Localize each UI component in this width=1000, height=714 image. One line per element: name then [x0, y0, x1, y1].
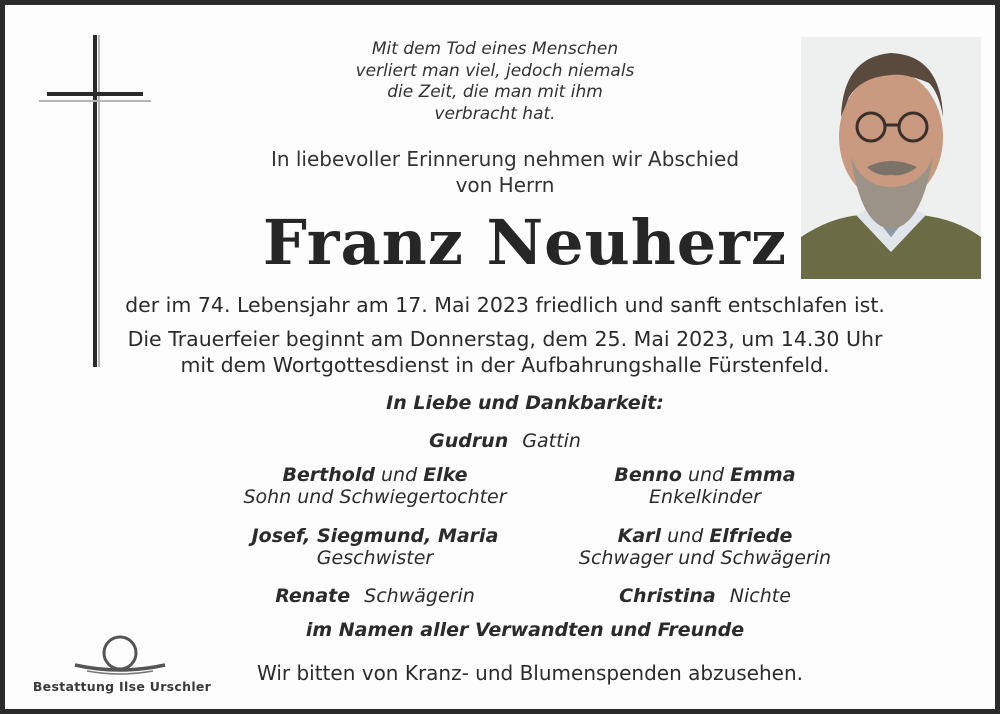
donation-request: Wir bitten von Kranz- und Blumenspenden abzusehen.: [256, 661, 803, 685]
closing-line: im Namen aller Verwandten und Freunde: [305, 619, 745, 641]
death-details: [55, 292, 955, 378]
funeral-line: mit dem Wortgottesdienst in der Aufbahrungshalle Fürstenfeld.: [180, 353, 830, 377]
mourner-name: Josef, Siegmund, Maria: [251, 525, 499, 547]
mourner-name: Berthold: [282, 464, 375, 486]
quote-line: Mit dem Tod eines Menschen: [371, 39, 619, 59]
funeral-home-logo: [27, 633, 217, 703]
intro-line: In liebevoller Erinnerung nehmen wir Abschied: [270, 147, 740, 171]
mourner-und: und: [381, 464, 418, 486]
thanks-heading: In Liebe und Dankbarkeit:: [386, 392, 664, 414]
memorial-quote: [335, 39, 655, 125]
mourner-name: Karl: [617, 525, 662, 547]
quote-line: verliert man viel, jedoch niemals: [355, 60, 635, 81]
mourner-role: Schwager und Schwägerin: [578, 547, 832, 569]
deceased-name: Franz Neuherz: [262, 206, 788, 279]
mourner-name: Elfriede: [709, 525, 793, 547]
mourner-inlaws: [535, 525, 875, 569]
intro-line: von Herrn: [455, 173, 555, 197]
mourner-niece: [535, 585, 875, 607]
mourner-und: und: [687, 464, 725, 486]
mourner-role: Schwägerin: [364, 585, 475, 607]
funeral-home-name: Bestattung Ilse Urschler: [32, 679, 212, 694]
mourner-role: Sohn und Schwiegertochter: [243, 486, 507, 508]
mourner-sister-in-law: [205, 585, 545, 607]
mourner-name: Elke: [423, 464, 468, 486]
death-line: der im 74. Lebensjahr am 17. Mai 2023 friedlich und sanft entschlafen ist.: [125, 293, 885, 317]
funeral-line: Die Trauerfeier beginnt am Donnerstag, dem 25. Mai 2023, um 14.30 Uhr: [127, 327, 883, 351]
mourner-und: und: [667, 525, 704, 547]
portrait-photo: [801, 37, 981, 279]
funeral-home-logo-icon: [27, 633, 217, 679]
mourner-name: Christina: [619, 585, 716, 607]
mourner-spouse: [335, 430, 675, 452]
mourner-name: Benno: [614, 464, 682, 486]
mourner-role: Geschwister: [316, 547, 434, 569]
mourner-role: Gattin: [522, 430, 581, 452]
mourner-son: [205, 464, 545, 508]
mourner-siblings: [205, 525, 545, 569]
intro-text: [235, 146, 775, 198]
mourner-name: Emma: [730, 464, 796, 486]
mourner-role: Nichte: [729, 585, 791, 607]
mourner-name: Renate: [275, 585, 351, 607]
mourner-role: Enkelkinder: [649, 486, 761, 508]
mourner-grandchildren: [535, 464, 875, 508]
quote-line: die Zeit, die man mit ihm: [387, 82, 603, 102]
quote-line: verbracht hat.: [434, 103, 556, 124]
mourner-name: Gudrun: [429, 430, 509, 452]
